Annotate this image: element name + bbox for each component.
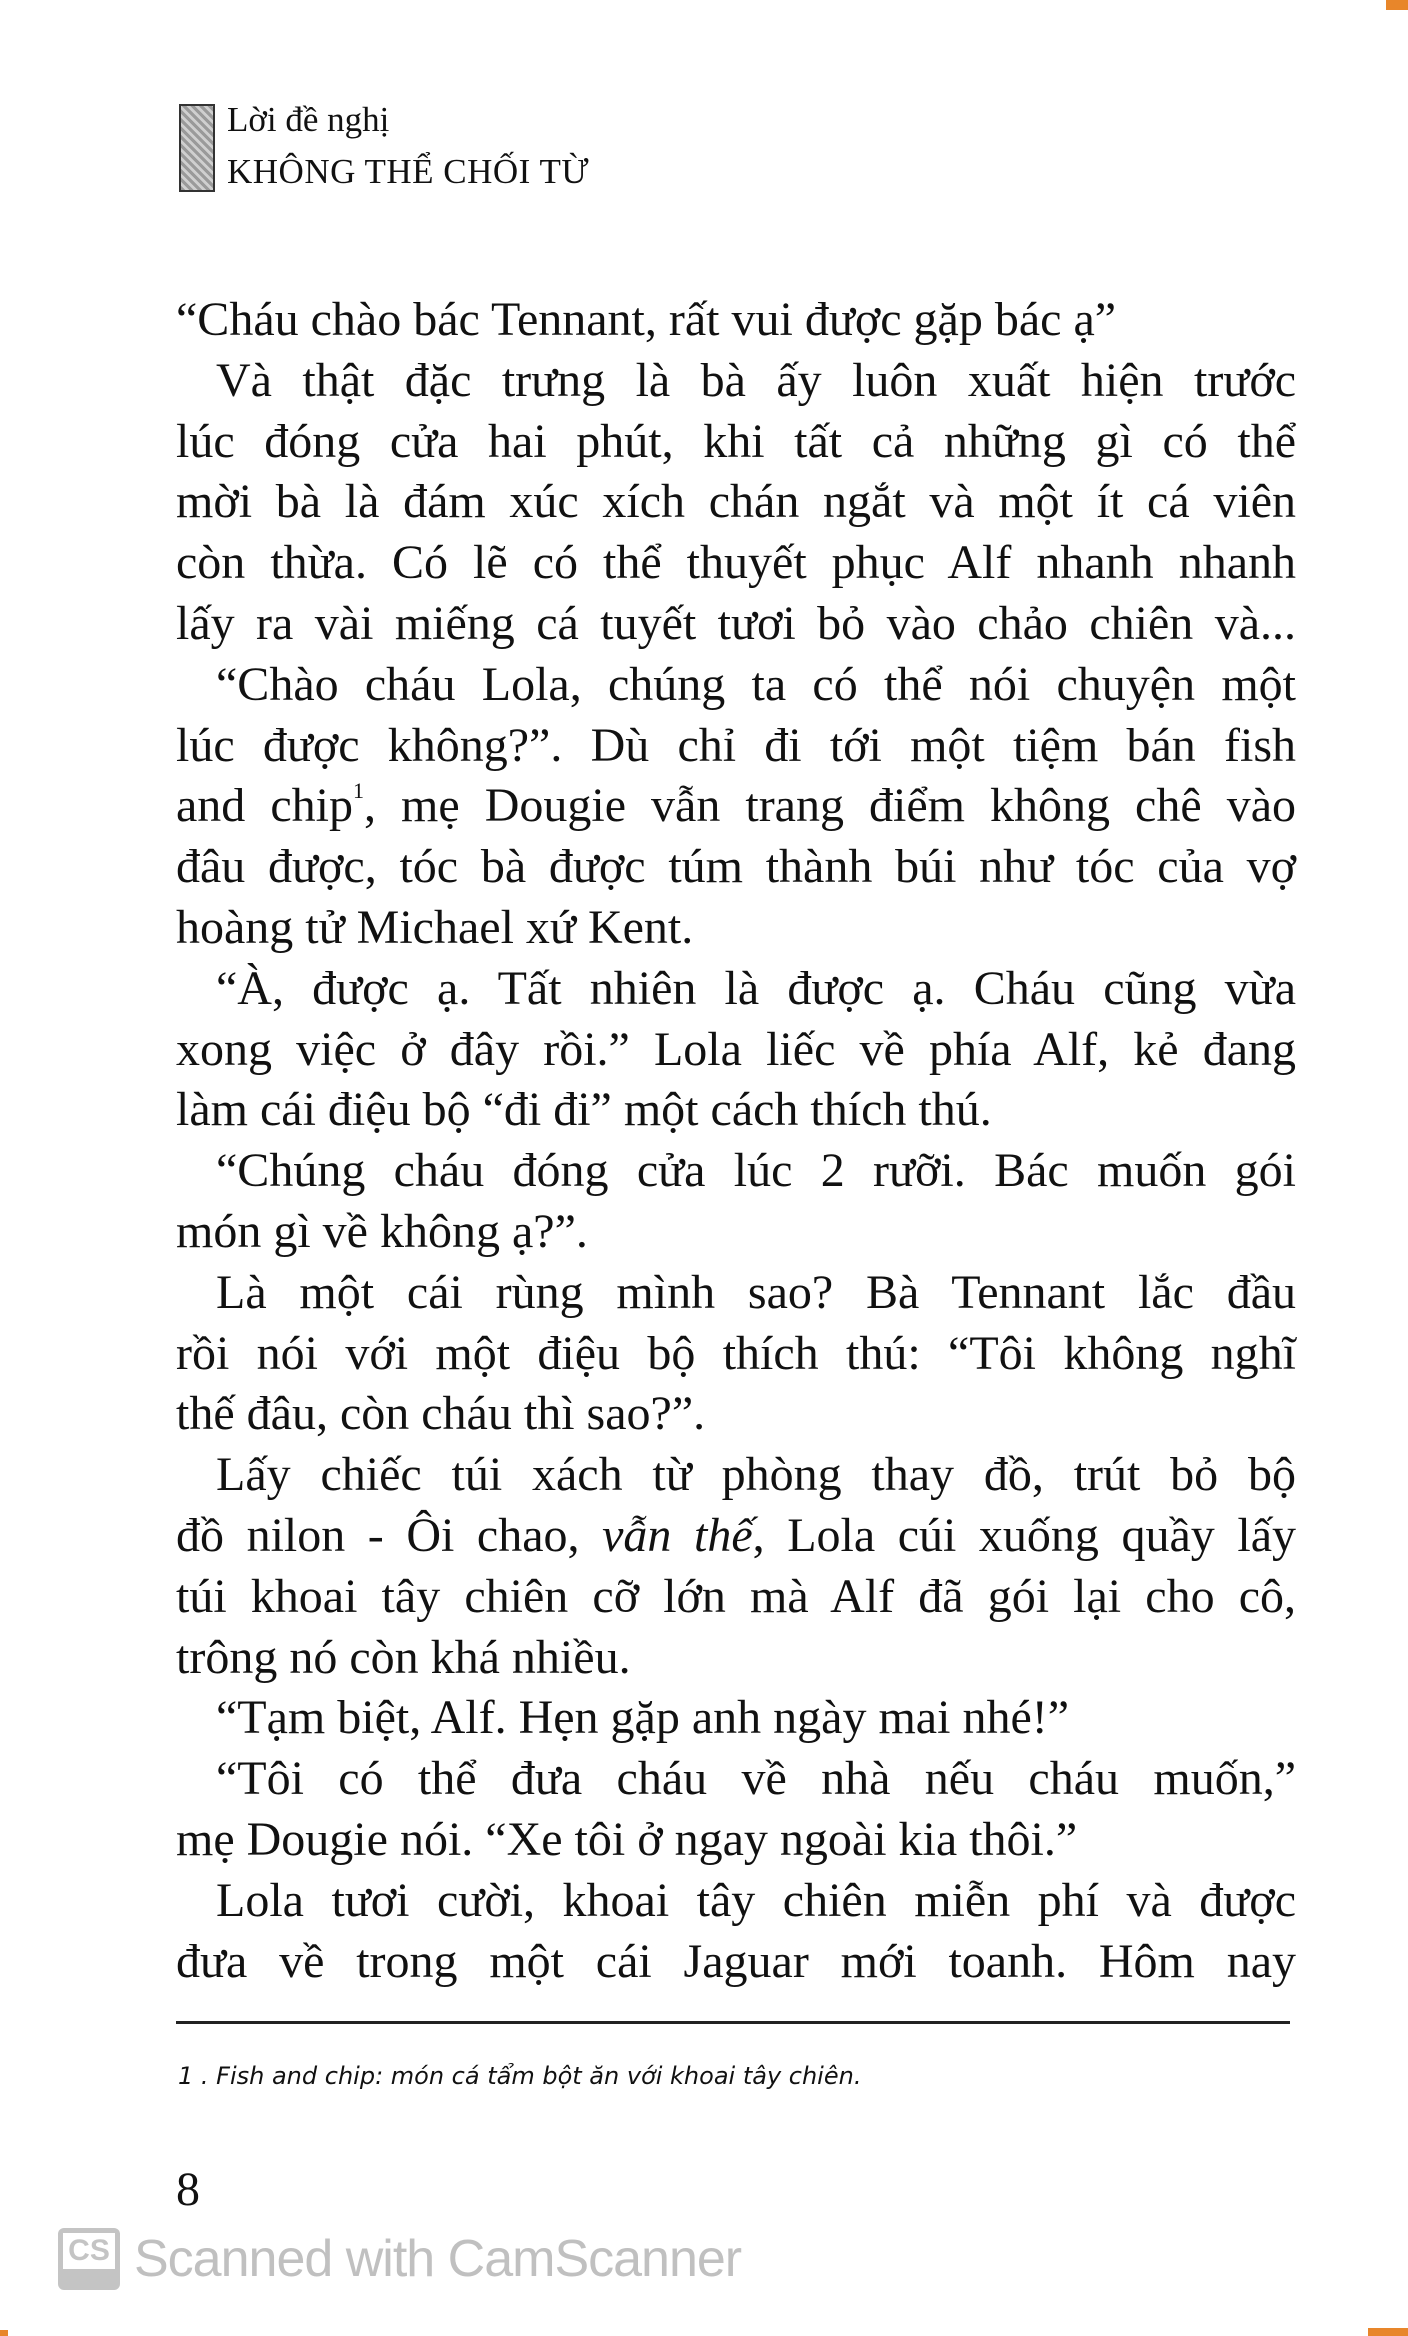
text-line xyxy=(176,837,1296,898)
text-line-content: “Tạm biệt, Alf. Hẹn gặp anh ngày mai nhé!” xyxy=(216,1691,1070,1745)
text-line-content: đâu được, tóc bà được túm thành búi như tóc của vợ xyxy=(176,840,1296,894)
text-line xyxy=(176,1202,1296,1263)
text-line xyxy=(176,594,1296,655)
text-line xyxy=(176,1567,1296,1628)
page-number: 8 xyxy=(176,2163,200,2216)
text-line xyxy=(176,412,1296,473)
body-text xyxy=(176,290,1296,1992)
text-line xyxy=(176,1810,1296,1871)
text-line-content: món gì về không ạ?”. xyxy=(176,1204,588,1258)
text-line xyxy=(176,1688,1296,1749)
watermark-text: Scanned with CamScanner xyxy=(134,2230,742,2288)
text-line-content: đồ nilon - Ôi chao, xyxy=(176,1508,603,1562)
text-line-content: “Tôi có thể đưa cháu về nhà nếu cháu muốn,” xyxy=(216,1752,1296,1806)
scan-edge-artifact xyxy=(0,2330,8,2336)
text-line xyxy=(176,716,1296,777)
text-line-content: “Chào cháu Lola, chúng ta có thể nói chuyện một xyxy=(216,657,1296,711)
scan-edge-artifact xyxy=(1368,2328,1408,2336)
italic-text: vẫn thế xyxy=(602,1508,753,1562)
logo-text: CS xyxy=(63,2233,115,2269)
footnote-marker: 1 xyxy=(352,778,364,804)
text-line-content: Lấy chiếc túi xách từ phòng thay đồ, trút bỏ bộ xyxy=(216,1448,1296,1502)
text-line-continuation: , mẹ Dougie vẫn trang điểm không chê vào xyxy=(363,779,1296,833)
text-line-content: còn thừa. Có lẽ có thể thuyết phục Alf nhanh nhanh xyxy=(176,536,1296,590)
text-line xyxy=(176,655,1296,716)
text-line xyxy=(176,1749,1296,1810)
text-line-content: Và thật đặc trưng là bà ấy luôn xuất hiện trước xyxy=(216,353,1296,407)
text-line-content: and chip xyxy=(176,779,353,833)
text-line xyxy=(176,1932,1296,1993)
text-line xyxy=(176,1445,1296,1506)
book-subtitle: Lời đề nghị xyxy=(227,100,390,139)
text-line-continuation: , Lola cúi xuống quầy lấy xyxy=(752,1508,1297,1562)
chapter-header-ornament xyxy=(179,104,215,192)
text-line-content: túi khoai tây chiên cỡ lớn mà Alf đã gói lại cho cô, xyxy=(176,1569,1296,1623)
text-line xyxy=(176,1141,1296,1202)
text-line xyxy=(176,1263,1296,1324)
text-line-content: đưa về trong một cái Jaguar mới toanh. Hôm nay xyxy=(176,1934,1296,1988)
text-line xyxy=(176,1324,1296,1385)
text-line-content: “Cháu chào bác Tennant, rất vui được gặp bác ạ” xyxy=(176,293,1117,346)
text-line-content: Lola tươi cười, khoai tây chiên miễn phí và được xyxy=(216,1873,1296,1927)
text-line-content: Là một cái rùng mình sao? Bà Tennant lắc đầu xyxy=(216,1265,1296,1319)
text-line-content: làm cái điệu bộ “đi đi” một cách thích thú. xyxy=(176,1083,992,1137)
text-line xyxy=(176,533,1296,594)
text-line-content: trông nó còn khá nhiều. xyxy=(176,1630,631,1684)
text-line xyxy=(176,776,1296,837)
text-line-content: “À, được ạ. Tất nhiên là được ạ. Cháu cũng vừa xyxy=(216,961,1296,1015)
text-line-content: lúc đóng cửa hai phút, khi tất cả những gì có thể xyxy=(176,414,1296,468)
footnote: 1 . Fish and chip: món cá tẩm bột ăn với khoai tây chiên. xyxy=(178,2062,862,2090)
text-line xyxy=(176,290,1296,351)
text-line xyxy=(176,1020,1296,1081)
text-line-content: “Chúng cháu đóng cửa lúc 2 rưỡi. Bác muốn gói xyxy=(216,1144,1296,1198)
scan-edge-artifact xyxy=(1386,0,1408,10)
text-line-content: lúc được không?”. Dù chỉ đi tới một tiệm bán fish xyxy=(176,718,1296,772)
book-title: KHÔNG THỂ CHỐI TỪ xyxy=(227,152,589,191)
text-line xyxy=(176,1871,1296,1932)
text-line xyxy=(176,472,1296,533)
text-line xyxy=(176,1384,1296,1445)
text-line xyxy=(176,1628,1296,1689)
text-line-content: mẹ Dougie nói. “Xe tôi ở ngay ngoài kia thôi.” xyxy=(176,1812,1078,1866)
text-line-content: hoàng tử Michael xứ Kent. xyxy=(176,900,694,954)
text-line-content: rồi nói với một điệu bộ thích thú: “Tôi không nghĩ xyxy=(176,1326,1296,1380)
camscanner-watermark xyxy=(58,2228,741,2290)
footnote-divider xyxy=(176,2021,1290,2024)
text-line xyxy=(176,351,1296,412)
text-line xyxy=(176,1506,1296,1567)
text-line-content: mời bà là đám xúc xích chán ngắt và một ít cá viên xyxy=(176,475,1296,529)
text-line-content: xong việc ở đây rồi.” Lola liếc về phía Alf, kẻ đang xyxy=(176,1022,1296,1076)
text-line-content: lấy ra vài miếng cá tuyết tươi bỏ vào chảo chiên và... xyxy=(176,596,1296,650)
text-line-content: thế đâu, còn cháu thì sao?”. xyxy=(176,1387,706,1441)
text-line xyxy=(176,1080,1296,1141)
text-line xyxy=(176,898,1296,959)
camscanner-logo-icon xyxy=(58,2228,120,2290)
text-line xyxy=(176,959,1296,1020)
